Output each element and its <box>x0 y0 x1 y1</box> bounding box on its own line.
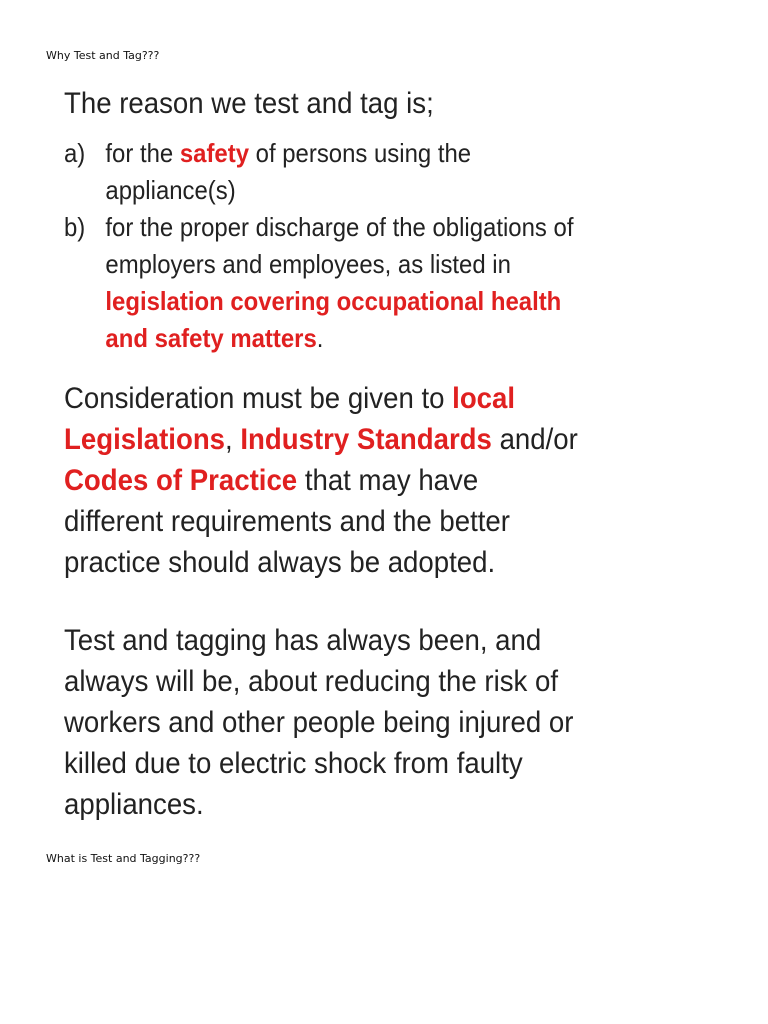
why-heading: Why Test and Tag??? <box>46 49 160 62</box>
consideration-paragraph: Consideration must be given to local Legislations, Industry Standards and/or Codes of Practice that may have different requirements and the better practice should always be adopted. <box>64 382 578 579</box>
list-item-text: for the proper discharge of the obligations of employers and employees, as listed in legislation covering occupational health and safety matters. <box>105 212 574 353</box>
list-item-text: for the safety of persons using the appliance(s) <box>105 138 472 205</box>
safety-highlight: safety <box>179 138 250 168</box>
list-marker: a) <box>64 138 86 168</box>
local-legislations-highlight: local Legislations <box>64 382 516 456</box>
test-and-tag-paragraph: Test and tagging has always been, and always will be, about reducing the risk of workers and other people being injured or killed due to electric shock from faulty appliances. <box>64 624 574 821</box>
reason-list <box>64 135 579 357</box>
industry-standards-highlight: Industry Standards <box>240 423 492 456</box>
list-item <box>64 135 579 209</box>
legislation-highlight: legislation covering occupational health and safety matters <box>105 286 562 353</box>
list-marker: b) <box>64 212 86 242</box>
codes-of-practice-highlight: Codes of Practice <box>64 464 298 497</box>
what-heading: What is Test and Tagging??? <box>46 852 201 865</box>
list-item <box>64 209 579 357</box>
intro-text: The reason we test and tag is; <box>64 87 434 120</box>
